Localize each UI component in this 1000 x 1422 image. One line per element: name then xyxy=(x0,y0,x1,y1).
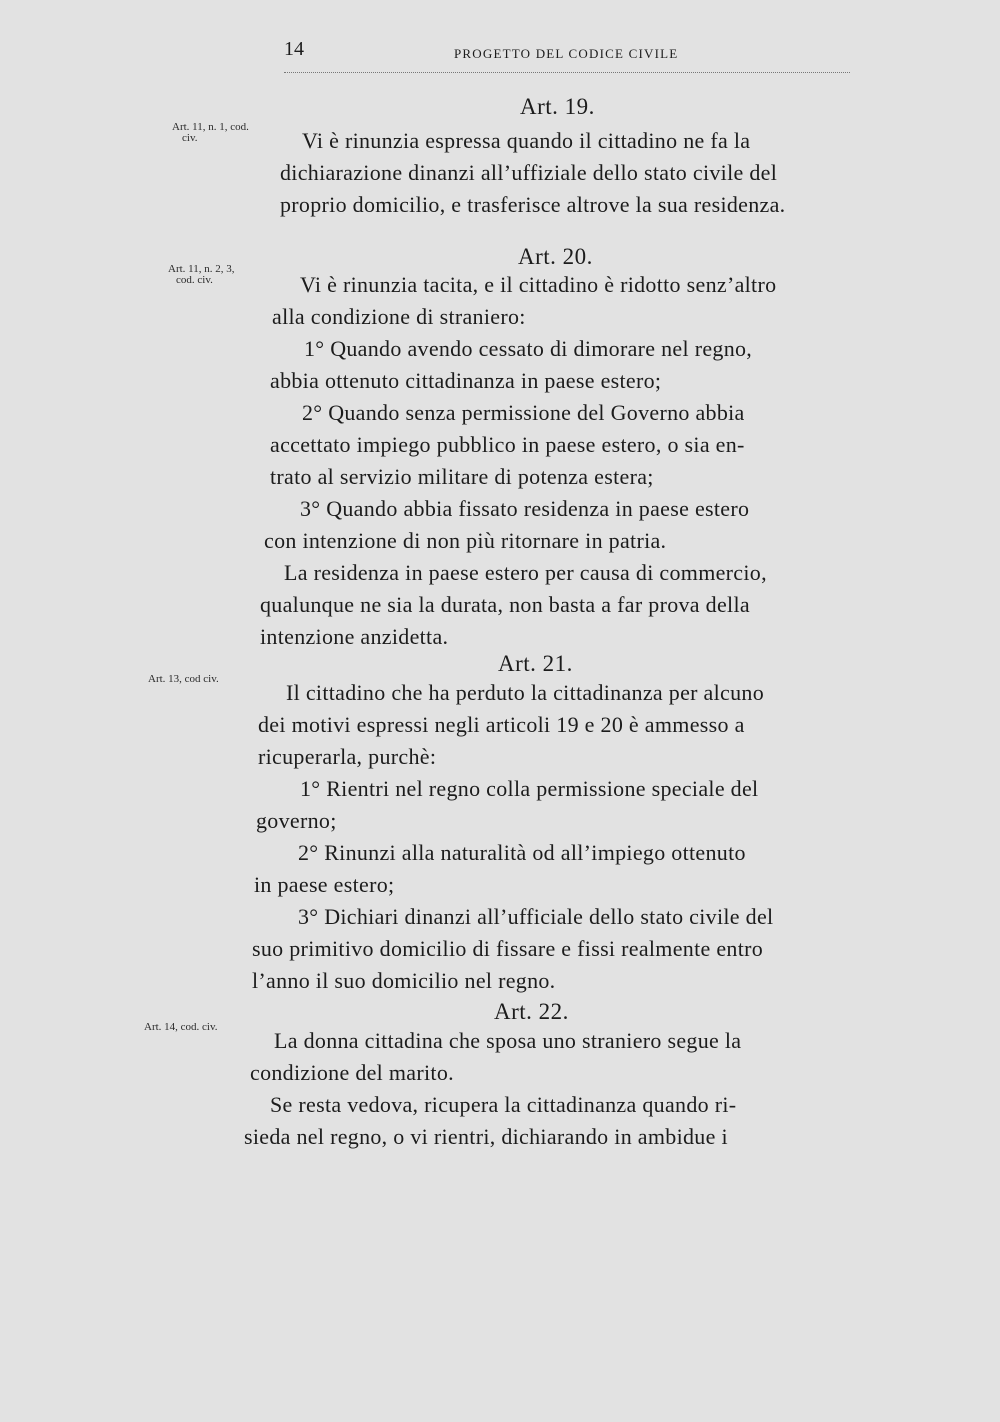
text-line: intenzione anzidetta. xyxy=(260,624,449,649)
text-line: 2° Quando senza permissione del Governo abbia xyxy=(302,400,745,425)
text-line: trato al servizio militare di potenza estera; xyxy=(270,464,654,489)
article-title: Art. 19. xyxy=(520,94,595,119)
text-line: alla condizione di straniero: xyxy=(272,304,526,329)
page-number: 14 xyxy=(284,38,304,60)
text-line: 3° Dichiari dinanzi all’ufficiale dello stato civile del xyxy=(298,904,774,929)
text-line: 1° Quando avendo cessato di dimorare nel regno, xyxy=(304,336,753,361)
text-line: 1° Rientri nel regno colla permissione speciale del xyxy=(300,776,759,801)
article-title: Art. 22. xyxy=(494,999,569,1024)
text-line: suo primitivo domicilio di fissare e fissi realmente entro xyxy=(252,936,764,961)
margin-note: Art. 11, n. 2, 3, cod. civ. xyxy=(168,263,235,286)
text-line: qualunque ne sia la durata, non basta a far prova della xyxy=(260,592,750,617)
page-header xyxy=(284,38,850,73)
text-line: dichiarazione dinanzi all’uffiziale dello stato civile del xyxy=(280,160,778,185)
text-line: Vi è rinunzia espressa quando il cittadino ne fa la xyxy=(302,128,751,153)
text-line: sieda nel regno, o vi rientri, dichiarando in ambidue i xyxy=(244,1124,728,1149)
text-line: proprio domicilio, e trasferisce altrove la sua residenza. xyxy=(280,192,786,217)
text-line: abbia ottenuto cittadinanza in paese estero; xyxy=(270,368,662,393)
article-title: Art. 21. xyxy=(498,651,573,676)
text-line: governo; xyxy=(256,808,337,833)
text-line: ricuperarla, purchè: xyxy=(258,744,437,769)
text-line: Il cittadino che ha perduto la cittadinanza per alcuno xyxy=(286,680,764,705)
text-line: Se resta vedova, ricupera la cittadinanza quando ri- xyxy=(270,1092,737,1117)
text-line: con intenzione di non più ritornare in patria. xyxy=(264,528,667,553)
text-line: l’anno il suo domicilio nel regno. xyxy=(252,968,556,993)
text-line: in paese estero; xyxy=(254,872,395,897)
margin-note: Art. 13, cod civ. xyxy=(148,673,219,685)
running-head: PROGETTO DEL CODICE CIVILE xyxy=(454,46,679,61)
text-line: 2° Rinunzi alla naturalità od all’impiego ottenuto xyxy=(298,840,746,865)
margin-note: Art. 14, cod. civ. xyxy=(144,1021,218,1033)
text-line: La residenza in paese estero per causa di commercio, xyxy=(284,560,767,585)
margin-note: Art. 11, n. 1, cod. civ. xyxy=(172,121,249,144)
text-line: La donna cittadina che sposa uno straniero segue la xyxy=(274,1028,742,1053)
text-line: accettato impiego pubblico in paese estero, o sia en- xyxy=(270,432,745,457)
text-line: condizione del marito. xyxy=(250,1060,454,1085)
text-line: 3° Quando abbia fissato residenza in paese estero xyxy=(300,496,750,521)
text-line: dei motivi espressi negli articoli 19 e 20 è ammesso a xyxy=(258,712,745,737)
text-line: Vi è rinunzia tacita, e il cittadino è ridotto senz’altro xyxy=(300,272,777,297)
article-title: Art. 20. xyxy=(518,244,593,269)
